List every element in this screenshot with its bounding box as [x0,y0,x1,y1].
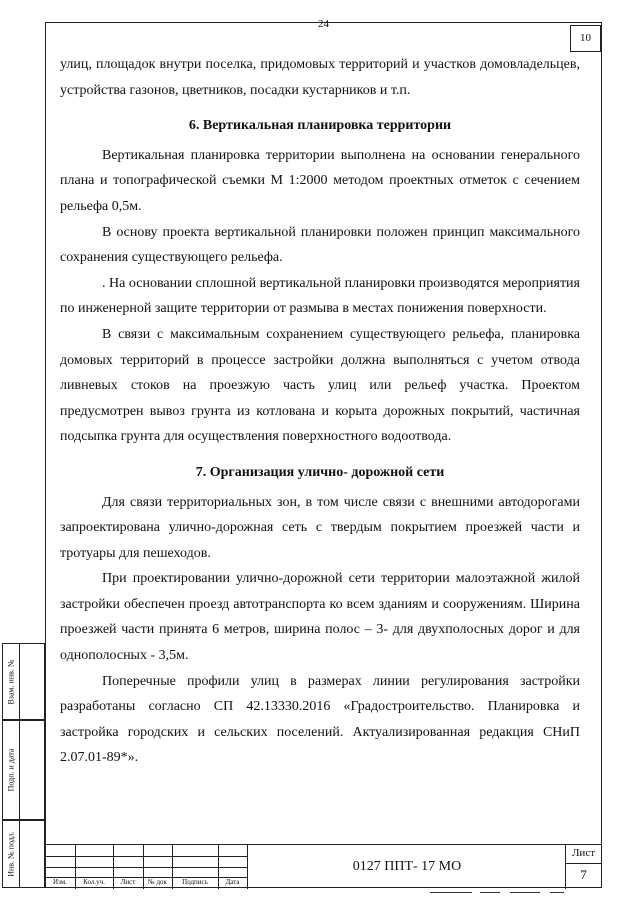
col-kol-uch: Кол.уч. [83,878,105,886]
paragraph-7-2: При проектировании улично-дорожной сети территории малоэтажной жилой застройки обеспечен проезд автотранспорта ко всем зданиям и сооружениям. Ширина проезжей части принята 6 метров, ширина полос – 3- для двухполосных дорог и для однополосных - 3,5м. [60,571,580,664]
sheet-box [565,845,602,889]
bottom-dash-marks [430,890,590,896]
paragraph-intro: улиц, площадок внутри поселка, придомовых территорий и участков домовладельцев, устройства газонов, цветников, посадки кустарников и т.п. [60,57,580,98]
side-stamp-inv [2,820,45,888]
section-6-heading: 6. Вертикальная планировка территории [188,118,452,134]
sheet-number: 7 [580,867,587,882]
col-list: Лист [120,878,136,886]
side-label-vzam: Взам. инв. № [6,658,16,705]
side-label-podp: Подп. и дата [6,748,16,792]
side-stamp-vzam [2,643,45,720]
top-page-number: 24 [318,18,329,30]
paragraph-7-3: Поперечные профили улиц в размерах линии регулирования застройки разработаны согласно СП 42.13330.2016 «Градостроительство. Планировка и застройка городских и сельских поселений. Актуализированная редакция СНиП 2.07.01-89*». [60,673,580,766]
col-data: Дата [225,878,240,886]
paragraph-6-3: . На основании сплошной вертикальной планировки производятся мероприятия по инженерной защите территории от размыва в местах понижения поверхности. [60,275,580,317]
section-7-heading: 7. Организация улично- дорожной сети [195,464,445,480]
corner-number-box: 10 [570,25,601,52]
sheet-label: Лист [571,847,596,859]
document-code: 0127 ППТ- 17 МО [352,859,462,874]
col-izm: Изм. [53,878,67,886]
paragraph-6-2: В основу проекта вертикальной планировки положен принцип максимального сохранения существующего рельефа. [60,224,580,266]
document-body [60,52,580,771]
col-n-dok: № док [148,878,167,886]
side-label-inv: Инв. № подл. [6,831,16,877]
col-podpis: Подпись [182,878,208,886]
title-block [45,844,602,889]
paragraph-7-1: Для связи территориальных зон, в том числе связи с внешними автодорогами запроектирована улично-дорожная сеть с твердым покрытием проезжей части и тротуары для пешеходов. [60,494,580,561]
paragraph-6-1: Вертикальная планировка территории выполнена на основании генерального плана и топографической съемки М 1:2000 методом проектных отметок с сечением рельефа 0,5м. [60,147,580,214]
revision-grid [45,845,247,889]
paragraph-6-4: В связи с максимальным сохранением существующего рельефа, планировка домовых территорий в процессе застройки должна выполняться с учетом отвода ливневых стоков на проезжую часть улиц или рельеф участка. Проектом предусмотрен вывоз грунта из котлована и корыта дорожных покрытий, частичная подсыпка грунта для осуществления поверхностного водоотвода. [60,326,580,445]
side-stamp-podp [2,720,45,820]
